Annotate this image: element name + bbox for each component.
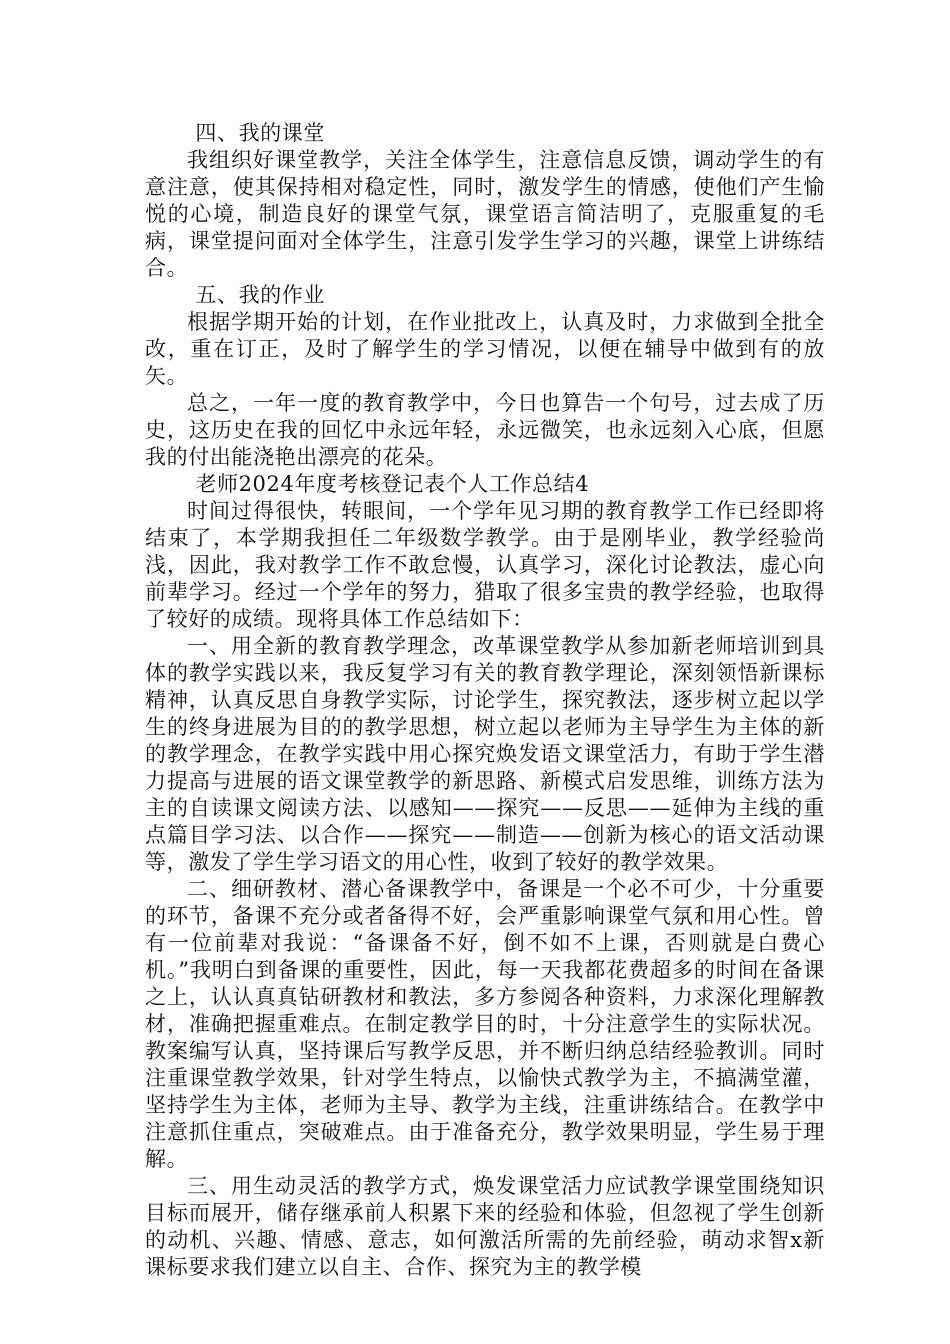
paragraph-classroom: 我组织好课堂教学，关注全体学生，注意信息反馈，调动学生的有意注意，使其保持相对稳定性，同时，激发学生的情感，使他们产生愉悦的心境，制造良好的课堂气氛，课堂语言简洁明了，克服重复的毛病，课堂提问面对全体学生，注意引发学生学习的兴趣，课堂上讲练结合。: [145, 148, 825, 280]
paragraph-item-3: 三、用生动灵活的教学方式，焕发课堂活力应试教学课堂围绕知识目标而展开，储存继承前人积累下来的经验和体验，但忽视了学生创新的动机、兴趣、情感、意志，如何激活所需的先前经验，萌动求智x新课标要求我们建立以自主、合作、探究为主的教学模: [145, 1174, 825, 1279]
heading-my-classroom: 四、我的课堂: [195, 121, 325, 145]
paragraph-item-2: 二、细研教材、潜心备课教学中，备课是一个必不可少，十分重要的环节，备课不充分或者备得不好，会严重影响课堂气氛和用心性。曾有一位前辈对我说：“备课备不好，倒不如不上课，否则就是白费心机。”我明白到备课的重要性，因此，每一天我都花费超多的时间在备课之上，认认真真钻研教材和教法，多方参阅各种资料，力求深化理解教材，准确把握重难点。在制定教学目的时，十分注意学生的实际状况。教案编写认真，坚持课后写教学反思，并不断归纳总结经验教训。同时注重课堂教学效果，针对学生特点，以愉快式教学为主，不搞满堂灌，坚持学生为主体，老师为主导、教学为主线，注重讲练结合。在教学中注意抓住重点，突破难点。由于准备充分，教学效果明显，学生易于理解。: [145, 877, 825, 1171]
paragraph-intro: 时间过得很快，转眼间，一个学年见习期的教育教学工作已经即将结束了，本学期我担任二年级数学教学。由于是刚毕业，教学经验尚浅，因此，我对教学工作不敢怠慢，认真学习，深化讨论教法，虚心向前辈学习。经过一个学年的努力，猎取了很多宝贵的教学经验，也取得了较好的成绩。现将具体工作总结如下：: [145, 499, 825, 631]
section-title: 老师2024年度考核登记表个人工作总结4: [195, 472, 590, 496]
paragraph-homework: 根据学期开始的计划，在作业批改上，认真及时，力求做到全批全改，重在订正，及时了解学生的学习情况，以便在辅导中做到有的放矢。: [145, 310, 825, 388]
heading-my-homework: 五、我的作业: [195, 283, 325, 307]
paragraph-item-1: 一、用全新的教育教学理念，改革课堂教学从参加新老师培训到具体的教学实践以来，我反复学习有关的教育教学理论，深刻领悟新课标精神，认真反思自身教学实际，讨论学生，探究教法，逐步树立起以学生的终身进展为目的的教学思想，树立起以老师为主导学生为主体的新的教学理念，在教学实践中用心探究焕发语文课堂活力，有助于学生潜力提高与进展的语文课堂教学的新思路、新模式启发思维，训练方法为主的自读课文阅读方法、以感知——探究——反思——延伸为主线的重点篇目学习法、以合作——探究——制造——创新为核心的语文活动课等，激发了学生学习语文的用心性，收到了较好的教学效果。: [145, 634, 825, 874]
paragraph-summary: 总之，一年一度的教育教学中，今日也算告一个句号，过去成了历史，这历史在我的回忆中永远年轻，永远微笑，也永远刻入心底，但愿我的付出能浇艳出漂亮的花朵。: [145, 391, 825, 469]
document-page: [145, 120, 825, 1281]
